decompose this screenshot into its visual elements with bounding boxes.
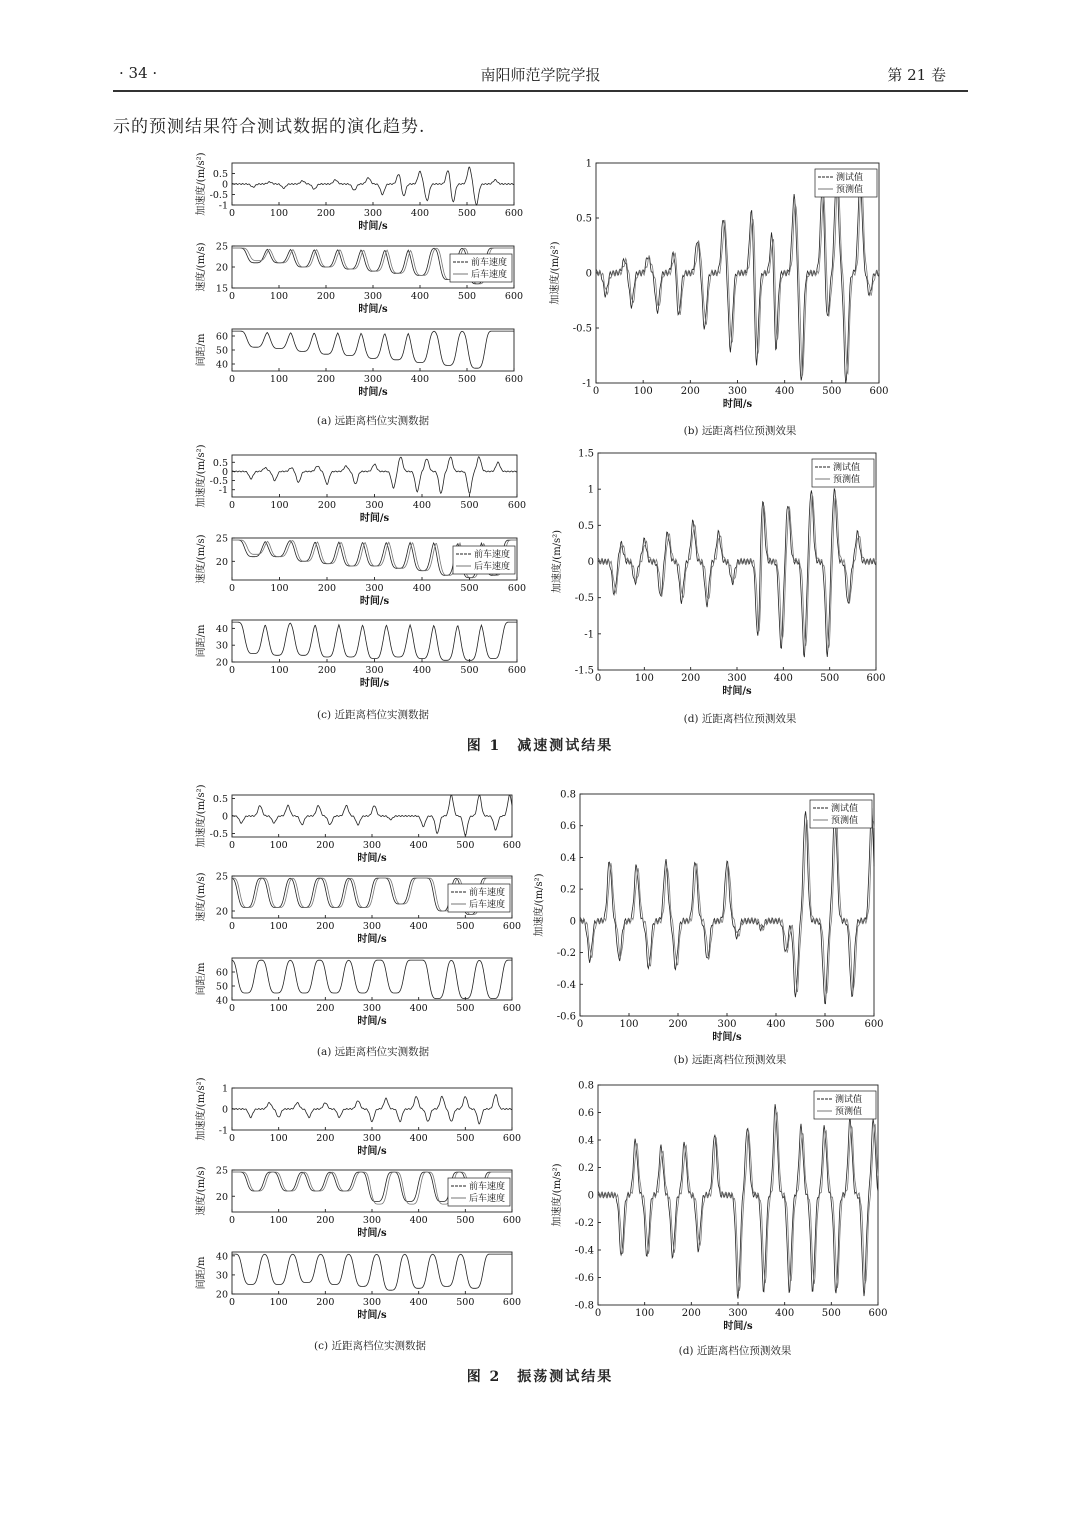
y-tick-label: 60: [215, 331, 228, 343]
y-tick-label: 0.4: [578, 1135, 594, 1147]
y-tick-label: -0.6: [574, 1273, 594, 1284]
x-tick-label: 500: [815, 1019, 835, 1030]
x-tick-label: 200: [681, 673, 701, 684]
y-tick-label: 20: [215, 262, 228, 274]
y-tick-label: 0: [221, 811, 228, 823]
plot-area: [194, 534, 526, 608]
x-tick-label: 300: [362, 840, 382, 851]
x-axis-label: 时间/s: [712, 1032, 742, 1043]
x-tick-label: 400: [410, 374, 430, 385]
x-tick-label: 500: [460, 500, 479, 511]
x-tick-label: 400: [410, 291, 430, 302]
y-tick-label: -0.5: [209, 190, 228, 201]
x-tick-label: 500: [821, 1308, 841, 1319]
x-tick-label: 100: [270, 665, 289, 676]
x-axis-label: 时间/s: [722, 686, 752, 697]
x-tick-label: 0: [228, 1133, 236, 1144]
x-tick-label: 600: [866, 673, 886, 684]
x-tick-label: 300: [362, 1003, 382, 1014]
plot-area: [194, 784, 521, 864]
x-tick-label: 300: [727, 673, 747, 684]
subcaption-1d: (d) 近距离档位预测效果: [683, 713, 797, 725]
x-tick-label: 600: [507, 665, 527, 676]
y-tick-label: -0.8: [574, 1300, 594, 1312]
y-tick-label: 20: [215, 1191, 228, 1203]
y-tick-label: 40: [215, 1251, 228, 1263]
y-tick-label: 0: [221, 466, 228, 478]
x-tick-label: 600: [502, 1133, 522, 1144]
series-line-0: [232, 795, 512, 835]
x-tick-label: 400: [409, 1003, 428, 1014]
x-axis-label: 时间/s: [722, 399, 753, 410]
chart-f2a3: [172, 950, 542, 1052]
plot-area: [194, 1251, 521, 1321]
y-tick-label: 0: [569, 916, 576, 928]
x-tick-label: 200: [681, 1308, 701, 1319]
x-axis-label: 时间/s: [723, 1321, 753, 1332]
x-tick-label: 400: [766, 1019, 786, 1030]
x-tick-label: 600: [502, 1297, 522, 1308]
axes-frame: [232, 455, 517, 497]
chart-f1a3: [172, 321, 544, 423]
series-line-1: [598, 495, 876, 648]
x-tick-label: 300: [365, 665, 384, 676]
subcaption-2a: (a) 远距离档位实测数据: [316, 1046, 430, 1058]
series-line-0: [232, 1254, 512, 1290]
y-axis-label: 间距/m: [196, 1256, 207, 1290]
series-line-1: [598, 1113, 878, 1291]
plot-area: [194, 620, 526, 689]
y-axis-label: 加速度/(m/s²): [534, 873, 545, 937]
subcaption-1a: (a) 远距离档位实测数据: [316, 415, 430, 427]
x-tick-label: 100: [269, 208, 289, 219]
y-tick-label: 0.4: [560, 852, 576, 864]
legend-label: 后车速度: [469, 900, 506, 910]
x-tick-label: 500: [456, 1297, 475, 1308]
x-tick-label: 0: [576, 1019, 584, 1030]
plot-area: [532, 790, 884, 1044]
legend-label: 前车速度: [469, 1182, 506, 1192]
running-header: [113, 62, 968, 92]
y-axis-label: 速度/(m/s): [196, 534, 207, 584]
journal-name: 南阳师范学院学报: [480, 66, 601, 84]
x-tick-label: 600: [504, 208, 524, 219]
y-tick-label: -0.4: [556, 979, 576, 991]
x-axis-label: 时间/s: [358, 387, 388, 398]
legend-label: 测试值: [831, 804, 859, 814]
y-tick-label: -0.5: [572, 323, 592, 335]
y-tick-label: 30: [215, 1270, 228, 1282]
y-tick-label: 1: [221, 1083, 228, 1095]
legend-label: 前车速度: [469, 888, 506, 898]
subcaption-1b: (b) 远距离档位预测效果: [683, 425, 797, 437]
x-tick-label: 100: [269, 921, 288, 932]
chart-f1d: [538, 445, 906, 722]
x-tick-label: 500: [457, 374, 477, 385]
x-tick-label: 100: [619, 1019, 639, 1030]
y-tick-label: 0.5: [212, 794, 228, 805]
y-tick-label: -1: [218, 485, 228, 497]
x-tick-label: 0: [594, 673, 602, 684]
subcaption-2c: (c) 近距离档位实测数据: [314, 1340, 426, 1352]
y-axis-label: 加速度/(m/s²): [196, 444, 207, 508]
x-tick-label: 600: [502, 840, 522, 851]
axes-frame: [232, 1252, 512, 1294]
x-tick-label: 200: [680, 386, 700, 397]
x-tick-label: 600: [504, 291, 524, 302]
x-tick-label: 300: [362, 1297, 382, 1308]
x-tick-label: 100: [635, 1308, 655, 1319]
x-tick-label: 300: [363, 291, 383, 302]
x-tick-label: 300: [717, 1019, 737, 1030]
y-tick-label: 40: [215, 623, 228, 635]
plot-area: [194, 958, 521, 1027]
plot-area: [550, 1081, 888, 1333]
x-tick-label: 400: [773, 673, 793, 684]
x-tick-label: 0: [228, 291, 236, 302]
subcaption-1c: (c) 近距离档位实测数据: [317, 709, 429, 721]
x-tick-label: 300: [362, 1215, 382, 1226]
plot-area: [194, 242, 523, 316]
y-tick-label: 0: [221, 1104, 228, 1116]
x-tick-label: 100: [269, 1297, 288, 1308]
x-tick-label: 200: [317, 665, 337, 676]
x-tick-label: 400: [409, 1133, 428, 1144]
x-tick-label: 600: [502, 1215, 522, 1226]
x-tick-label: 500: [456, 921, 475, 932]
y-tick-label: -0.5: [209, 476, 228, 488]
legend-label: 测试值: [836, 173, 864, 183]
series-line-1: [580, 817, 874, 994]
x-tick-label: 0: [594, 1308, 602, 1319]
series-line-0: [232, 457, 517, 494]
y-tick-label: 25: [215, 533, 228, 545]
x-tick-label: 100: [269, 1133, 288, 1144]
x-tick-label: 0: [228, 1215, 236, 1226]
y-tick-label: 0.5: [212, 457, 228, 469]
x-tick-label: 400: [412, 665, 432, 676]
x-tick-label: 0: [592, 386, 600, 397]
y-tick-label: -1: [218, 200, 228, 212]
x-axis-label: 时间/s: [358, 304, 388, 315]
x-tick-label: 400: [775, 1308, 795, 1319]
series-line-0: [232, 622, 517, 660]
legend-label: 后车速度: [469, 1194, 506, 1204]
plot-area: [194, 1077, 521, 1157]
y-tick-label: -1: [584, 629, 594, 641]
axes-frame: [232, 329, 514, 371]
series-line-0: [580, 808, 874, 1004]
axes-frame: [232, 620, 517, 662]
plot-area: [194, 1166, 521, 1240]
plot-area: [194, 444, 526, 524]
y-tick-label: -1: [218, 1125, 228, 1137]
x-tick-label: 100: [270, 583, 289, 594]
y-axis-label: 速度/(m/s): [196, 1166, 207, 1216]
x-axis-label: 时间/s: [358, 221, 388, 232]
y-tick-label: 0.2: [578, 1163, 594, 1174]
x-tick-label: 0: [228, 840, 236, 851]
x-axis-label: 时间/s: [357, 1228, 387, 1239]
y-tick-label: 0: [221, 179, 228, 191]
x-tick-label: 100: [269, 840, 288, 851]
volume: 第 21 卷: [887, 66, 946, 84]
x-tick-label: 0: [228, 583, 236, 594]
x-tick-label: 100: [634, 673, 654, 684]
legend-label: 预测值: [833, 475, 861, 485]
x-tick-label: 300: [362, 1133, 382, 1144]
y-tick-label: 0.8: [560, 789, 576, 801]
x-tick-label: 100: [269, 1215, 288, 1226]
y-tick-label: 20: [215, 1289, 228, 1301]
x-tick-label: 500: [457, 208, 477, 219]
x-tick-label: 500: [456, 1003, 475, 1014]
x-tick-label: 200: [316, 1133, 335, 1144]
y-tick-label: 1.5: [578, 448, 594, 460]
x-tick-label: 400: [409, 840, 428, 851]
y-tick-label: -1.5: [574, 665, 594, 677]
x-axis-label: 时间/s: [359, 513, 390, 524]
legend-label: 测试值: [833, 463, 861, 473]
chart-f2c3: [172, 1244, 542, 1346]
x-tick-label: 0: [228, 208, 236, 219]
legend-label: 后车速度: [474, 562, 511, 572]
x-tick-label: 600: [869, 386, 889, 397]
y-axis-label: 加速度/(m/s²): [196, 784, 207, 848]
y-tick-label: 20: [215, 556, 228, 568]
x-tick-label: 100: [633, 386, 653, 397]
plot-area: [194, 329, 523, 398]
y-tick-label: 1: [587, 484, 594, 496]
y-tick-label: 40: [215, 359, 228, 371]
y-tick-label: -0.2: [556, 948, 576, 960]
x-tick-label: 200: [316, 291, 336, 302]
legend-label: 前车速度: [471, 258, 508, 268]
x-tick-label: 600: [864, 1019, 884, 1030]
y-axis-label: 加速度/(m/s²): [196, 1077, 207, 1141]
series-line-0: [232, 331, 514, 368]
page-number: · 34 ·: [119, 64, 158, 82]
axes-frame: [232, 958, 512, 1000]
y-tick-label: 25: [215, 871, 228, 883]
x-tick-label: 0: [228, 1003, 236, 1014]
y-tick-label: 25: [215, 241, 228, 253]
x-tick-label: 600: [507, 500, 527, 511]
x-tick-label: 400: [412, 500, 432, 511]
y-axis-label: 加速度/(m/s²): [550, 241, 561, 305]
y-tick-label: 20: [215, 657, 228, 669]
x-tick-label: 100: [269, 1003, 288, 1014]
y-axis-label: 间距/m: [196, 624, 207, 658]
y-axis-label: 加速度/(m/s²): [552, 529, 563, 594]
x-tick-label: 300: [365, 500, 384, 511]
x-axis-label: 时间/s: [357, 934, 387, 945]
x-tick-label: 300: [727, 386, 748, 397]
x-tick-label: 100: [269, 374, 289, 385]
y-tick-label: -0.5: [209, 829, 228, 840]
y-axis-label: 速度/(m/s): [196, 872, 207, 922]
x-tick-label: 500: [457, 291, 477, 302]
x-tick-label: 200: [317, 500, 337, 511]
y-tick-label: 20: [215, 906, 228, 918]
series-line-0: [232, 960, 512, 999]
y-tick-label: 0.8: [578, 1080, 594, 1092]
axes-frame: [232, 795, 512, 837]
x-tick-label: 400: [409, 921, 428, 932]
y-tick-label: 0: [587, 1190, 594, 1202]
x-axis-label: 时间/s: [357, 1016, 387, 1027]
x-tick-label: 200: [316, 1003, 335, 1014]
plot-area: [194, 872, 521, 946]
figure-1-caption: 图 1 减速测试结果: [466, 738, 614, 754]
x-axis-label: 时间/s: [357, 1146, 387, 1157]
x-tick-label: 600: [507, 583, 527, 594]
x-tick-label: 400: [412, 583, 432, 594]
x-axis-label: 时间/s: [359, 678, 390, 689]
x-tick-label: 300: [365, 583, 384, 594]
x-tick-label: 400: [409, 1215, 428, 1226]
series-line-0: [232, 1094, 512, 1124]
y-tick-label: 0.5: [212, 169, 228, 180]
subcaption-2d: (d) 近距离档位预测效果: [678, 1345, 792, 1357]
x-tick-label: 600: [868, 1308, 888, 1319]
y-tick-label: 0: [587, 557, 594, 568]
x-tick-label: 500: [456, 840, 475, 851]
y-axis-label: 速度/(m/s): [196, 242, 207, 292]
legend-label: 后车速度: [471, 270, 508, 280]
x-tick-label: 0: [228, 374, 236, 385]
y-tick-label: -0.5: [574, 593, 594, 605]
x-tick-label: 300: [363, 208, 383, 219]
legend-label: 预测值: [831, 816, 859, 826]
x-axis-label: 时间/s: [357, 853, 387, 864]
y-tick-label: 0.2: [560, 884, 576, 896]
y-tick-label: 50: [215, 345, 228, 357]
x-tick-label: 600: [502, 921, 522, 932]
x-tick-label: 500: [820, 673, 840, 684]
x-tick-label: 200: [316, 208, 336, 219]
x-tick-label: 300: [362, 921, 382, 932]
x-axis-label: 时间/s: [357, 1310, 387, 1321]
y-tick-label: 1: [585, 158, 592, 170]
x-tick-label: 500: [460, 583, 479, 594]
series-line-1: [596, 184, 879, 376]
x-tick-label: 200: [668, 1019, 688, 1030]
plot-area: [548, 159, 889, 411]
subcaption-2b: (b) 远距离档位预测效果: [673, 1054, 787, 1066]
series-line-0: [232, 167, 514, 205]
x-tick-label: 0: [228, 500, 236, 511]
x-tick-label: 500: [456, 1133, 475, 1144]
y-tick-label: -1: [582, 378, 592, 390]
x-tick-label: 200: [317, 583, 337, 594]
x-tick-label: 0: [228, 665, 236, 676]
x-tick-label: 600: [502, 1003, 522, 1014]
y-tick-label: 15: [215, 283, 228, 295]
figure-2-caption: 图 2 振荡测试结果: [466, 1369, 614, 1385]
chart-f2d: [538, 1077, 908, 1357]
x-tick-label: 400: [410, 208, 430, 219]
x-tick-label: 0: [228, 921, 236, 932]
x-tick-label: 200: [316, 374, 336, 385]
x-tick-label: 100: [269, 291, 289, 302]
y-tick-label: 60: [215, 967, 228, 979]
x-tick-label: 600: [504, 374, 524, 385]
x-tick-label: 500: [460, 665, 479, 676]
x-tick-label: 0: [228, 1297, 236, 1308]
y-tick-label: 30: [215, 640, 228, 652]
x-tick-label: 400: [409, 1297, 428, 1308]
x-tick-label: 100: [270, 500, 289, 511]
y-tick-label: -0.2: [574, 1218, 594, 1229]
y-tick-label: 0.6: [560, 821, 576, 833]
plot-area: [550, 449, 886, 698]
x-tick-label: 400: [775, 386, 795, 397]
legend-label: 预测值: [836, 185, 864, 195]
y-axis-label: 间距/m: [196, 333, 207, 367]
legend-label: 预测值: [835, 1107, 863, 1117]
y-tick-label: -0.4: [574, 1245, 594, 1257]
x-tick-label: 200: [316, 840, 335, 851]
x-tick-label: 500: [822, 386, 842, 397]
legend-label: 测试值: [835, 1095, 863, 1105]
legend-label: 前车速度: [474, 550, 511, 560]
y-tick-label: 40: [215, 995, 228, 1007]
plot-area: [194, 152, 523, 232]
y-tick-label: -0.6: [556, 1011, 576, 1023]
y-axis-label: 加速度/(m/s²): [552, 1163, 563, 1227]
chart-f1c3: [172, 612, 547, 714]
y-tick-label: 50: [215, 981, 228, 993]
y-tick-label: 0.5: [576, 213, 592, 225]
x-tick-label: 200: [316, 1215, 335, 1226]
x-tick-label: 200: [316, 921, 335, 932]
y-tick-label: 0.6: [578, 1108, 594, 1119]
chart-f2b: [520, 786, 904, 1068]
intro-text: 示的预测结果符合测试数据的演化趋势.: [113, 117, 426, 137]
x-axis-label: 时间/s: [359, 596, 390, 607]
y-axis-label: 加速度/(m/s²): [196, 152, 207, 216]
x-tick-label: 300: [728, 1308, 748, 1319]
y-tick-label: 25: [215, 1165, 228, 1177]
x-tick-label: 200: [316, 1297, 335, 1308]
x-tick-label: 300: [363, 374, 383, 385]
y-axis-label: 间距/m: [196, 962, 207, 996]
y-tick-label: 0.5: [578, 520, 594, 532]
y-tick-label: 0: [585, 268, 592, 280]
chart-f1b: [536, 155, 909, 435]
x-tick-label: 500: [456, 1215, 475, 1226]
